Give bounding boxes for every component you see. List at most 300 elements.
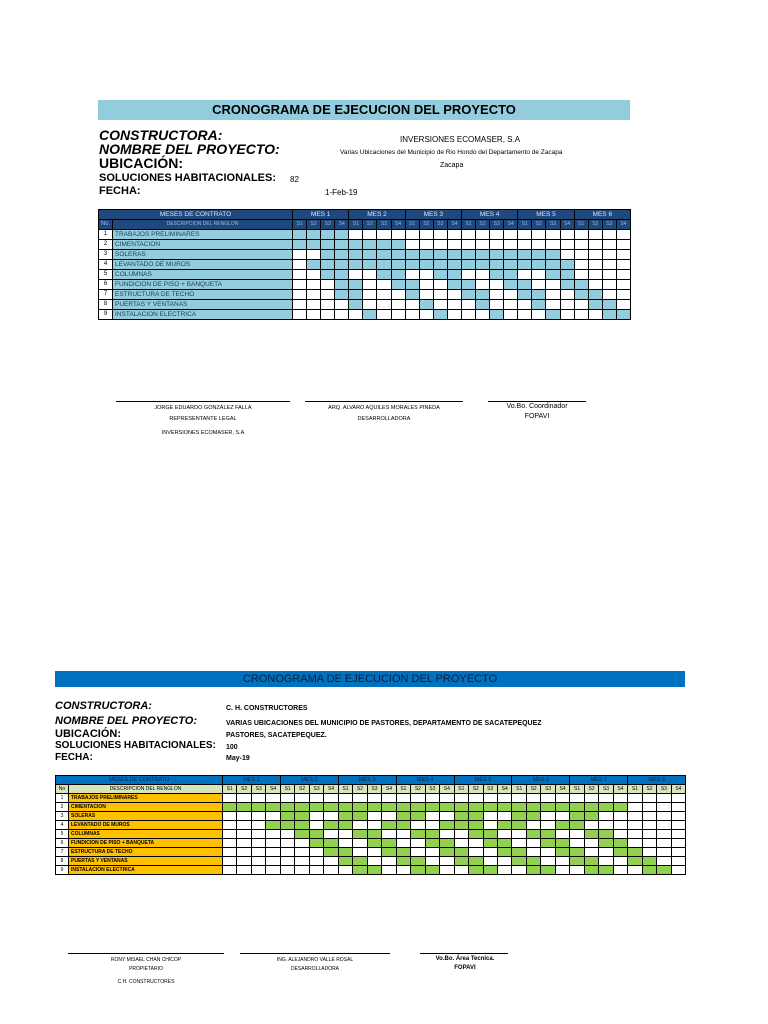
schedule-cell-active bbox=[584, 830, 598, 839]
week-header: S2 bbox=[307, 220, 321, 230]
schedule-cell-active bbox=[504, 270, 518, 280]
schedule-cell bbox=[295, 857, 309, 866]
schedule-cell bbox=[266, 812, 280, 821]
schedule-cell-active bbox=[382, 803, 396, 812]
schedule-cell-active bbox=[546, 310, 560, 320]
schedule-cell bbox=[613, 830, 627, 839]
week-header: S4 bbox=[440, 785, 454, 794]
schedule-cell bbox=[642, 821, 656, 830]
row-number: 3 bbox=[99, 250, 113, 260]
week-header: S3 bbox=[321, 220, 335, 230]
schedule-cell bbox=[223, 857, 237, 866]
schedule-cell bbox=[657, 848, 671, 857]
schedule-cell bbox=[541, 821, 555, 830]
table-row bbox=[99, 300, 631, 310]
row-number: 1 bbox=[56, 794, 69, 803]
schedule-cell bbox=[338, 839, 352, 848]
schedule-cell bbox=[419, 270, 433, 280]
schedule-cell-active bbox=[335, 240, 349, 250]
schedule-cell-active bbox=[512, 812, 526, 821]
schedule-cell bbox=[671, 839, 685, 848]
table-row bbox=[99, 310, 631, 320]
schedule-cell-active bbox=[588, 300, 602, 310]
description-header: DESCRIPCION DEL RENGLON bbox=[113, 220, 293, 230]
schedule-cell bbox=[363, 270, 377, 280]
schedule-cell-active bbox=[447, 250, 461, 260]
schedule-cell bbox=[546, 240, 560, 250]
schedule-cell bbox=[425, 812, 439, 821]
schedule-cell bbox=[251, 866, 265, 875]
doc1-sig1-role: REPRESENTANTE LEGAL bbox=[169, 416, 237, 422]
schedule-cell bbox=[353, 848, 367, 857]
schedule-cell bbox=[396, 830, 410, 839]
schedule-cell bbox=[541, 857, 555, 866]
doc2-soluciones-label: SOLUCIONES HABITACIONALES: bbox=[55, 740, 216, 751]
schedule-cell-active bbox=[367, 866, 381, 875]
schedule-cell bbox=[657, 821, 671, 830]
week-header: S2 bbox=[476, 220, 490, 230]
schedule-cell bbox=[454, 839, 468, 848]
activity-name: LEVANTADO DE MUROS bbox=[69, 821, 223, 830]
month-header: MES 1 bbox=[293, 210, 349, 220]
doc2-sig3-org: FOPAVI bbox=[454, 965, 476, 971]
week-header: S3 bbox=[309, 785, 323, 794]
schedule-cell bbox=[266, 857, 280, 866]
week-header: S2 bbox=[584, 785, 598, 794]
schedule-cell bbox=[324, 830, 338, 839]
schedule-cell-active bbox=[324, 821, 338, 830]
schedule-cell bbox=[447, 310, 461, 320]
schedule-cell-active bbox=[574, 280, 588, 290]
schedule-cell bbox=[377, 230, 391, 240]
schedule-cell-active bbox=[440, 803, 454, 812]
schedule-cell bbox=[574, 300, 588, 310]
schedule-cell-active bbox=[504, 250, 518, 260]
doc1-sig2-name: ARQ. ALVARO AQUILES MORALES PINEDA bbox=[328, 405, 440, 411]
schedule-cell bbox=[349, 310, 363, 320]
week-header: S4 bbox=[447, 220, 461, 230]
schedule-cell-active bbox=[223, 803, 237, 812]
schedule-cell bbox=[518, 300, 532, 310]
schedule-cell-active bbox=[425, 803, 439, 812]
schedule-cell bbox=[497, 866, 511, 875]
schedule-cell-active bbox=[570, 857, 584, 866]
schedule-cell bbox=[223, 812, 237, 821]
schedule-cell bbox=[588, 310, 602, 320]
schedule-cell bbox=[405, 240, 419, 250]
activity-name: SOLERAS bbox=[69, 812, 223, 821]
schedule-cell-active bbox=[335, 270, 349, 280]
schedule-cell bbox=[555, 830, 569, 839]
schedule-cell-active bbox=[497, 848, 511, 857]
schedule-cell bbox=[405, 310, 419, 320]
row-number: 2 bbox=[56, 803, 69, 812]
schedule-cell bbox=[560, 250, 574, 260]
schedule-cell bbox=[411, 839, 425, 848]
schedule-cell-active bbox=[584, 857, 598, 866]
schedule-cell-active bbox=[321, 250, 335, 260]
week-header: S4 bbox=[616, 220, 630, 230]
schedule-cell-active bbox=[237, 803, 251, 812]
schedule-cell-active bbox=[483, 830, 497, 839]
no-header: No bbox=[56, 785, 69, 794]
schedule-cell-active bbox=[377, 240, 391, 250]
schedule-cell bbox=[391, 290, 405, 300]
schedule-cell bbox=[613, 821, 627, 830]
table-row bbox=[99, 280, 631, 290]
schedule-cell bbox=[223, 839, 237, 848]
schedule-cell bbox=[504, 310, 518, 320]
schedule-cell bbox=[588, 270, 602, 280]
row-number: 5 bbox=[99, 270, 113, 280]
schedule-cell bbox=[560, 290, 574, 300]
schedule-cell bbox=[295, 866, 309, 875]
schedule-cell-active bbox=[555, 821, 569, 830]
week-header: S4 bbox=[266, 785, 280, 794]
month-header: MES 7 bbox=[570, 776, 628, 785]
schedule-cell bbox=[616, 280, 630, 290]
doc2-fecha-label: FECHA: bbox=[55, 752, 93, 763]
schedule-cell bbox=[671, 812, 685, 821]
schedule-cell bbox=[363, 230, 377, 240]
doc1-title: CRONOGRAMA DE EJECUCION DEL PROYECTO bbox=[98, 100, 630, 120]
doc2-constructora-value: C. H. CONSTRUCTORES bbox=[226, 705, 308, 712]
schedule-cell-active bbox=[469, 821, 483, 830]
doc2-sig3-title: Vo.Bo. Área Tecnica. bbox=[435, 956, 495, 962]
doc2-sig2-name: ING. ALEJANDRO VALLE ROSAL bbox=[276, 957, 354, 963]
schedule-cell bbox=[461, 230, 475, 240]
schedule-cell-active bbox=[335, 230, 349, 240]
schedule-cell-active bbox=[367, 830, 381, 839]
row-number: 6 bbox=[99, 280, 113, 290]
schedule-cell bbox=[541, 794, 555, 803]
schedule-cell bbox=[307, 290, 321, 300]
schedule-cell bbox=[293, 250, 307, 260]
schedule-cell-active bbox=[570, 812, 584, 821]
schedule-cell-active bbox=[490, 250, 504, 260]
schedule-cell bbox=[324, 857, 338, 866]
schedule-cell bbox=[321, 280, 335, 290]
description-header: DESCRIPCION DEL RENGLON bbox=[69, 785, 223, 794]
schedule-cell bbox=[309, 857, 323, 866]
schedule-cell bbox=[616, 230, 630, 240]
schedule-cell-active bbox=[440, 848, 454, 857]
schedule-cell bbox=[497, 830, 511, 839]
schedule-cell bbox=[588, 260, 602, 270]
schedule-cell-active bbox=[321, 240, 335, 250]
table-row bbox=[99, 270, 631, 280]
doc1-proyecto-value: Varias Ubicaciones del Municipio de Rio Hondo del Departamento de Zacapa bbox=[340, 149, 563, 156]
schedule-cell bbox=[266, 794, 280, 803]
schedule-cell-active bbox=[396, 857, 410, 866]
table-row bbox=[56, 866, 686, 875]
schedule-cell bbox=[405, 230, 419, 240]
schedule-cell-active bbox=[541, 839, 555, 848]
schedule-cell bbox=[363, 280, 377, 290]
schedule-cell bbox=[382, 794, 396, 803]
schedule-cell-active bbox=[483, 803, 497, 812]
schedule-cell bbox=[546, 280, 560, 290]
schedule-cell bbox=[497, 812, 511, 821]
schedule-cell bbox=[570, 794, 584, 803]
schedule-cell-active bbox=[512, 803, 526, 812]
schedule-cell-active bbox=[349, 290, 363, 300]
schedule-cell bbox=[532, 280, 546, 290]
doc1-sig1-company: INVERSIONES ECOMASER, S.A bbox=[161, 430, 245, 436]
table-row bbox=[56, 812, 686, 821]
activity-name: LEVANTADO DE MUROS bbox=[113, 260, 293, 270]
schedule-cell-active bbox=[469, 866, 483, 875]
row-number: 9 bbox=[56, 866, 69, 875]
schedule-cell bbox=[461, 240, 475, 250]
schedule-cell-active bbox=[396, 848, 410, 857]
activity-name: ESTRUCTURA DE TECHO bbox=[113, 290, 293, 300]
schedule-cell bbox=[396, 866, 410, 875]
schedule-cell-active bbox=[454, 812, 468, 821]
schedule-cell bbox=[642, 830, 656, 839]
schedule-cell-active bbox=[382, 839, 396, 848]
schedule-cell bbox=[497, 857, 511, 866]
schedule-cell bbox=[574, 230, 588, 240]
schedule-cell bbox=[657, 794, 671, 803]
table-row bbox=[56, 830, 686, 839]
schedule-cell-active bbox=[504, 280, 518, 290]
month-header: MES 5 bbox=[518, 210, 574, 220]
doc2-sig1-company: C.H. CONSTRUCTORES bbox=[117, 979, 175, 985]
schedule-cell bbox=[223, 866, 237, 875]
activity-name: INSTALACION ELECTRICA bbox=[69, 866, 223, 875]
schedule-cell bbox=[490, 300, 504, 310]
schedule-cell bbox=[657, 830, 671, 839]
week-header: S3 bbox=[546, 220, 560, 230]
week-header: S3 bbox=[490, 220, 504, 230]
schedule-cell bbox=[555, 866, 569, 875]
schedule-cell bbox=[532, 230, 546, 240]
schedule-cell bbox=[570, 839, 584, 848]
schedule-cell-active bbox=[353, 803, 367, 812]
table-row bbox=[99, 240, 631, 250]
schedule-cell bbox=[309, 821, 323, 830]
schedule-cell-active bbox=[570, 803, 584, 812]
week-header: S2 bbox=[642, 785, 656, 794]
month-header: MES 3 bbox=[405, 210, 461, 220]
schedule-cell-active bbox=[560, 270, 574, 280]
activity-name: SOLERAS bbox=[113, 250, 293, 260]
schedule-cell-active bbox=[599, 839, 613, 848]
activity-name: CIMENTACION bbox=[113, 240, 293, 250]
schedule-cell bbox=[657, 812, 671, 821]
schedule-cell bbox=[237, 857, 251, 866]
schedule-cell-active bbox=[433, 310, 447, 320]
schedule-cell bbox=[671, 803, 685, 812]
week-header: S4 bbox=[497, 785, 511, 794]
schedule-cell-active bbox=[391, 280, 405, 290]
schedule-cell-active bbox=[280, 812, 294, 821]
schedule-cell bbox=[223, 848, 237, 857]
schedule-cell-active bbox=[353, 812, 367, 821]
month-header: MES 4 bbox=[396, 776, 454, 785]
week-header: S2 bbox=[419, 220, 433, 230]
schedule-cell bbox=[363, 290, 377, 300]
doc1-sig1-name: JORGE EDUARDO GONZÁLEZ FALLA bbox=[154, 405, 252, 411]
schedule-cell-active bbox=[349, 260, 363, 270]
schedule-cell bbox=[642, 803, 656, 812]
schedule-cell-active bbox=[546, 250, 560, 260]
schedule-cell-active bbox=[454, 857, 468, 866]
schedule-cell-active bbox=[570, 848, 584, 857]
schedule-cell bbox=[419, 280, 433, 290]
schedule-cell-active bbox=[476, 290, 490, 300]
schedule-cell bbox=[476, 240, 490, 250]
schedule-cell-active bbox=[309, 803, 323, 812]
schedule-cell bbox=[532, 310, 546, 320]
schedule-cell bbox=[546, 300, 560, 310]
schedule-cell-active bbox=[280, 803, 294, 812]
week-header: S2 bbox=[469, 785, 483, 794]
schedule-cell bbox=[602, 230, 616, 240]
schedule-cell-active bbox=[512, 857, 526, 866]
schedule-cell bbox=[671, 848, 685, 857]
week-header: S1 bbox=[396, 785, 410, 794]
schedule-cell bbox=[469, 848, 483, 857]
schedule-cell bbox=[504, 240, 518, 250]
week-header: S4 bbox=[504, 220, 518, 230]
doc2-signature-line-2 bbox=[240, 953, 390, 954]
week-header: S1 bbox=[518, 220, 532, 230]
schedule-cell bbox=[518, 310, 532, 320]
schedule-cell bbox=[295, 848, 309, 857]
month-header: MES 5 bbox=[454, 776, 512, 785]
activity-name: FUNDICION DE PISO + BANQUETA bbox=[69, 839, 223, 848]
row-number: 4 bbox=[56, 821, 69, 830]
schedule-cell bbox=[512, 839, 526, 848]
week-header: S2 bbox=[588, 220, 602, 230]
schedule-cell-active bbox=[338, 803, 352, 812]
schedule-cell bbox=[616, 260, 630, 270]
schedule-cell bbox=[425, 821, 439, 830]
schedule-cell-active bbox=[405, 260, 419, 270]
schedule-cell-active bbox=[546, 270, 560, 280]
row-number: 9 bbox=[99, 310, 113, 320]
schedule-cell bbox=[613, 812, 627, 821]
schedule-cell bbox=[293, 260, 307, 270]
schedule-cell-active bbox=[382, 848, 396, 857]
schedule-cell bbox=[588, 250, 602, 260]
schedule-cell bbox=[628, 794, 642, 803]
doc1-fecha-value: 1-Feb-19 bbox=[325, 188, 358, 197]
schedule-cell-active bbox=[469, 830, 483, 839]
schedule-cell-active bbox=[338, 857, 352, 866]
schedule-cell-active bbox=[363, 260, 377, 270]
schedule-cell bbox=[532, 240, 546, 250]
schedule-cell-active bbox=[613, 803, 627, 812]
schedule-cell-active bbox=[307, 230, 321, 240]
schedule-cell-active bbox=[295, 821, 309, 830]
schedule-cell-active bbox=[295, 830, 309, 839]
schedule-cell bbox=[447, 240, 461, 250]
schedule-cell-active bbox=[454, 821, 468, 830]
schedule-cell bbox=[419, 230, 433, 240]
schedule-cell bbox=[518, 240, 532, 250]
schedule-cell-active bbox=[526, 830, 540, 839]
row-number: 2 bbox=[99, 240, 113, 250]
schedule-cell bbox=[602, 240, 616, 250]
schedule-cell bbox=[483, 794, 497, 803]
doc2-sig1-role: PROPIETARIO bbox=[129, 966, 163, 972]
schedule-cell-active bbox=[335, 280, 349, 290]
schedule-cell-active bbox=[532, 250, 546, 260]
schedule-cell bbox=[280, 857, 294, 866]
schedule-cell-active bbox=[497, 803, 511, 812]
schedule-cell bbox=[616, 290, 630, 300]
schedule-cell bbox=[377, 280, 391, 290]
schedule-cell-active bbox=[321, 230, 335, 240]
schedule-cell bbox=[461, 270, 475, 280]
schedule-cell bbox=[391, 310, 405, 320]
doc1-ubicacion-label: UBICACIÓN: bbox=[99, 155, 183, 171]
schedule-cell bbox=[602, 280, 616, 290]
schedule-cell-active bbox=[657, 866, 671, 875]
schedule-cell-active bbox=[584, 803, 598, 812]
schedule-cell-active bbox=[541, 866, 555, 875]
schedule-cell bbox=[476, 270, 490, 280]
schedule-cell bbox=[490, 230, 504, 240]
schedule-cell bbox=[411, 794, 425, 803]
week-header: S2 bbox=[411, 785, 425, 794]
schedule-cell bbox=[425, 794, 439, 803]
schedule-cell-active bbox=[560, 260, 574, 270]
schedule-cell bbox=[454, 830, 468, 839]
schedule-cell bbox=[490, 240, 504, 250]
schedule-cell bbox=[602, 270, 616, 280]
schedule-cell bbox=[367, 812, 381, 821]
schedule-cell bbox=[293, 310, 307, 320]
doc2-soluciones-value: 100 bbox=[226, 744, 238, 751]
schedule-cell bbox=[574, 240, 588, 250]
schedule-cell bbox=[526, 848, 540, 857]
doc2-sig2-role: DESARROLLADORA bbox=[290, 966, 340, 972]
schedule-cell-active bbox=[266, 803, 280, 812]
schedule-cell-active bbox=[411, 803, 425, 812]
week-header: S4 bbox=[671, 785, 685, 794]
schedule-cell-active bbox=[532, 290, 546, 300]
schedule-cell bbox=[588, 240, 602, 250]
activity-name: TRABAJOS PRELIMINARES bbox=[69, 794, 223, 803]
schedule-cell-active bbox=[349, 250, 363, 260]
schedule-cell bbox=[293, 300, 307, 310]
schedule-cell-active bbox=[602, 310, 616, 320]
doc2-ubicacion-label: UBICACIÓN: bbox=[55, 728, 121, 740]
schedule-cell bbox=[307, 280, 321, 290]
schedule-cell bbox=[476, 230, 490, 240]
week-header: S4 bbox=[391, 220, 405, 230]
meses-header: MESES DE CONTRATO bbox=[99, 210, 293, 220]
schedule-cell-active bbox=[461, 260, 475, 270]
schedule-cell-active bbox=[405, 280, 419, 290]
schedule-cell bbox=[642, 839, 656, 848]
schedule-cell bbox=[532, 270, 546, 280]
row-number: 5 bbox=[56, 830, 69, 839]
schedule-cell bbox=[671, 821, 685, 830]
month-header: MES 1 bbox=[223, 776, 281, 785]
schedule-cell-active bbox=[391, 260, 405, 270]
schedule-cell bbox=[628, 830, 642, 839]
month-header: MES 4 bbox=[461, 210, 517, 220]
schedule-cell bbox=[642, 794, 656, 803]
schedule-cell-active bbox=[512, 848, 526, 857]
schedule-cell bbox=[266, 866, 280, 875]
schedule-cell-active bbox=[490, 310, 504, 320]
